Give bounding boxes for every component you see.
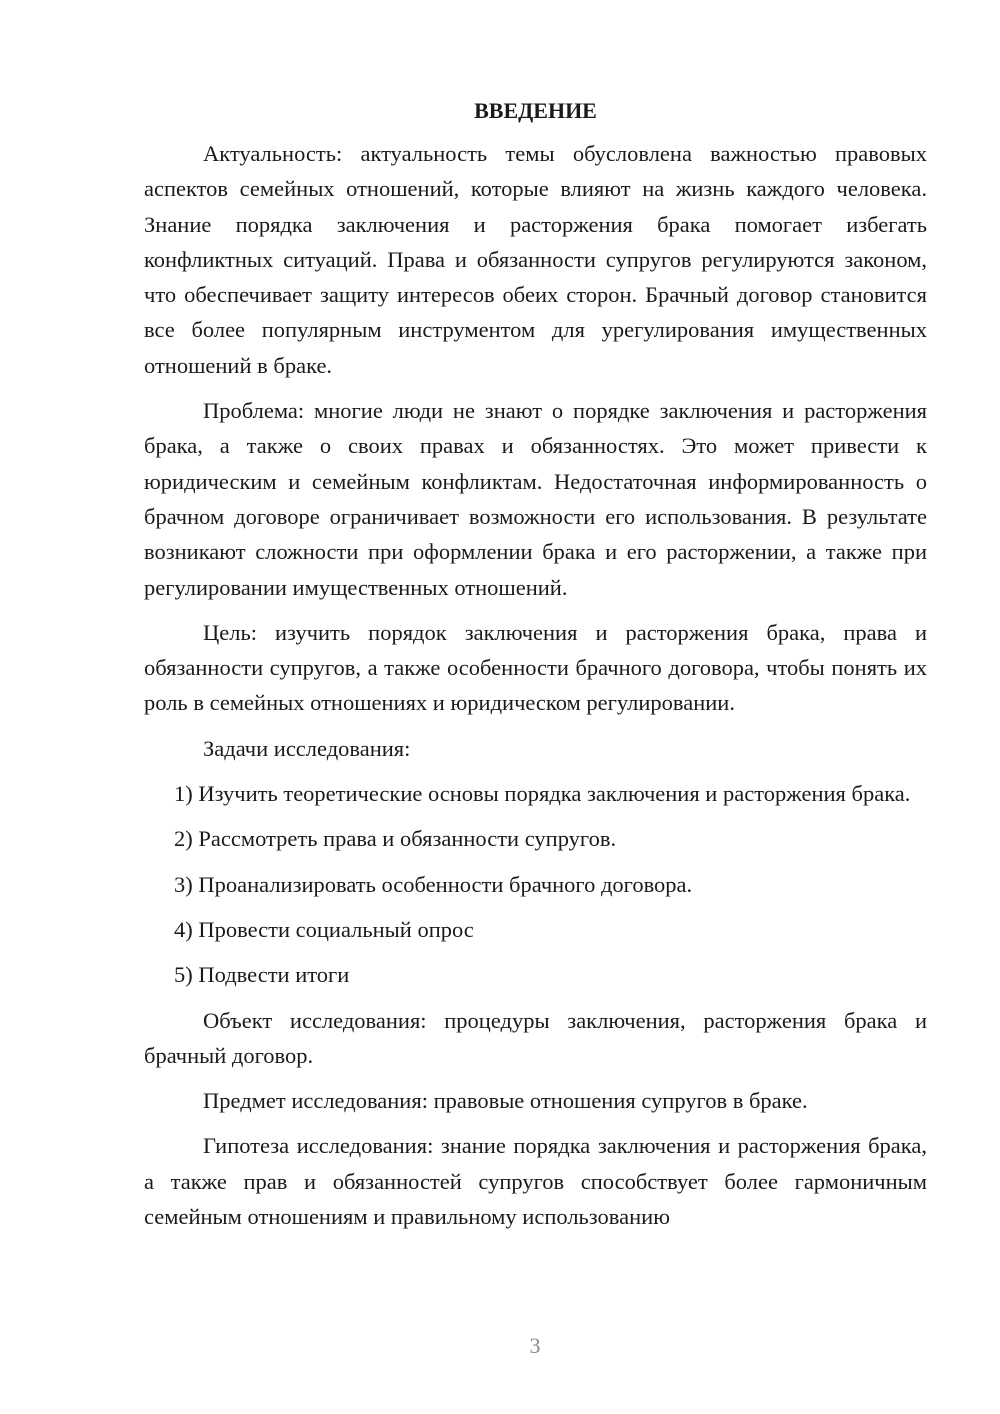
- paragraph-relevance: Актуальность: актуальность темы обусловлена важностью правовых аспектов семейных отношений, которые влияют на жизнь каждого человека. Знание порядка заключения и расторжения брака помогает избегать конфликтных ситуаций. Права и обязанности супругов регулируются законом, что обеспечивает защиту интересов обеих сторон. Брачный договор становится все более популярным инструментом для урегулирования имущественных отношений в браке.: [144, 141, 927, 378]
- section-heading: ВВЕДЕНИЕ: [474, 98, 597, 123]
- paragraph-subject: Предмет исследования: правовые отношения супругов в браке.: [203, 1088, 808, 1114]
- paragraph-tasks-title: Задачи исследования:: [203, 735, 411, 761]
- paragraph-hypothesis: Гипотеза исследования: знание порядка заключения и расторжения брака, а также прав и обязанностей супругов способствует более гармоничным семейным отношениям и правильному использованию: [144, 1133, 927, 1230]
- paragraph-problem: Проблема: многие люди не знают о порядке заключения и расторжения брака, а также о своих правах и обязанностях. Это может привести к юридическим и семейным конфликтам. Недостаточная информированность о брачном договоре ограничивает возможности его использования. В результате возникают сложности при оформлении брака и его расторжении, а также при регулировании имущественных отношений.: [144, 398, 927, 600]
- task-item-1: 1) Изучить теоретические основы порядка заключения и расторжения брака.: [174, 781, 911, 807]
- task-item-5: 5) Подвести итоги: [174, 962, 350, 988]
- task-item-4: 4) Провести социальный опрос: [174, 916, 474, 942]
- task-item-2: 2) Рассмотреть права и обязанности супругов.: [174, 826, 617, 852]
- paragraph-object: Объект исследования: процедуры заключения, расторжения брака и брачный договор.: [144, 1007, 927, 1068]
- task-item-3: 3) Проанализировать особенности брачного договора.: [174, 871, 693, 897]
- paragraph-goal: Цель: изучить порядок заключения и расторжения брака, права и обязанности супругов, а также особенности брачного договора, чтобы понять их роль в семейных отношениях и юридическом регулировании.: [144, 619, 927, 716]
- page-content: [144, 96, 927, 1244]
- page-number: 3: [529, 1333, 541, 1358]
